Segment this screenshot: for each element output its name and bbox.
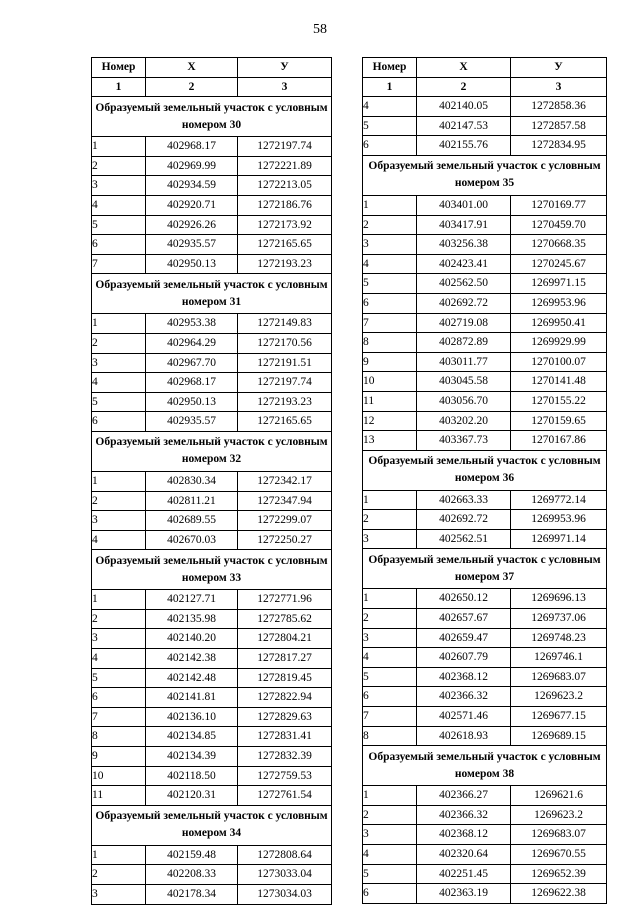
table-row [92,392,332,412]
table-row [363,136,607,156]
land-plot-title: Образуемый земельный участок с условным номером 30 [92,97,332,137]
x-coordinate: 402178.34 [146,885,238,905]
y-coordinate: 1272221.89 [238,156,332,176]
table-row [92,590,332,610]
x-coordinate: 402968.17 [146,373,238,393]
y-coordinate: 1269772.14 [511,490,607,510]
y-coordinate: 1269689.15 [511,726,607,746]
x-coordinate: 402964.29 [146,333,238,353]
y-coordinate: 1270169.77 [511,195,607,215]
point-number: 1 [363,589,417,609]
column-index: 2 [146,77,238,97]
point-number: 3 [363,529,417,549]
table-row [92,511,332,531]
point-number: 5 [363,274,417,294]
y-coordinate: 1272759.53 [238,766,332,786]
table-row [92,137,332,157]
point-number: 1 [363,490,417,510]
point-number: 2 [363,510,417,530]
table-row [363,628,607,648]
point-number: 9 [363,352,417,372]
table-row [92,156,332,176]
point-number: 8 [363,726,417,746]
header-x: X [417,58,511,78]
x-coordinate: 402663.33 [417,490,511,510]
point-number: 6 [363,884,417,904]
section-header-row [92,97,332,137]
y-coordinate: 1272817.27 [238,649,332,669]
table-row [92,491,332,511]
x-coordinate: 402208.33 [146,865,238,885]
y-coordinate: 1272165.65 [238,235,332,255]
y-coordinate: 1272186.76 [238,195,332,215]
x-coordinate: 402423.41 [417,254,511,274]
point-number: 4 [363,648,417,668]
point-number: 3 [363,628,417,648]
point-number: 2 [92,491,146,511]
header-y: У [238,58,332,78]
x-coordinate: 402135.98 [146,609,238,629]
x-coordinate: 402571.46 [417,707,511,727]
point-number: 2 [363,805,417,825]
x-coordinate: 402120.31 [146,786,238,806]
point-number: 7 [363,313,417,333]
y-coordinate: 1269623.2 [511,805,607,825]
x-coordinate: 402251.45 [417,864,511,884]
table-row [363,609,607,629]
y-coordinate: 1272347.94 [238,491,332,511]
table-row [363,648,607,668]
table-row [92,333,332,353]
x-coordinate: 402950.13 [146,254,238,274]
x-coordinate: 402934.59 [146,176,238,196]
point-number: 7 [92,254,146,274]
table-row [92,766,332,786]
x-coordinate: 403011.77 [417,352,511,372]
table-row [92,195,332,215]
x-coordinate: 402366.32 [417,805,511,825]
table-row [92,649,332,669]
page-number: 58 [313,22,327,37]
table-row [363,589,607,609]
y-coordinate: 1269677.15 [511,707,607,727]
point-number: 2 [92,609,146,629]
point-number: 4 [363,254,417,274]
y-coordinate: 1272342.17 [238,471,332,491]
y-coordinate: 1272857.58 [511,116,607,136]
table-row [363,333,607,353]
point-number: 4 [92,195,146,215]
header-number: Номер [92,58,146,78]
y-coordinate: 1272808.64 [238,845,332,865]
y-coordinate: 1269696.13 [511,589,607,609]
column-index: 3 [511,77,607,97]
x-coordinate: 402142.38 [146,649,238,669]
x-coordinate: 402967.70 [146,353,238,373]
x-coordinate: 402366.27 [417,786,511,806]
table-row [92,629,332,649]
column-index-row [363,77,607,97]
y-coordinate: 1270141.48 [511,372,607,392]
x-coordinate: 402141.81 [146,688,238,708]
x-coordinate: 403417.91 [417,215,511,235]
land-plot-title: Образуемый земельный участок с условным номером 31 [92,274,332,314]
y-coordinate: 1269953.96 [511,293,607,313]
y-coordinate: 1272832.39 [238,747,332,767]
point-number: 4 [92,649,146,669]
table-row [363,352,607,372]
x-coordinate: 402134.39 [146,747,238,767]
point-number: 3 [92,176,146,196]
x-coordinate: 402920.71 [146,195,238,215]
x-coordinate: 402830.34 [146,471,238,491]
y-coordinate: 1272250.27 [238,530,332,550]
table-row [363,884,607,904]
x-coordinate: 402657.67 [417,609,511,629]
point-number: 6 [363,136,417,156]
y-coordinate: 1272299.07 [238,511,332,531]
y-coordinate: 1272785.62 [238,609,332,629]
point-number: 5 [363,864,417,884]
x-coordinate: 402363.19 [417,884,511,904]
point-number: 10 [92,766,146,786]
x-coordinate: 402127.71 [146,590,238,610]
y-coordinate: 1272193.23 [238,392,332,412]
land-plot-title: Образуемый земельный участок с условным номером 37 [363,549,607,589]
section-header-row [363,450,607,490]
y-coordinate: 1272858.36 [511,97,607,117]
point-number: 11 [92,786,146,806]
y-coordinate: 1272193.23 [238,254,332,274]
x-coordinate: 402140.20 [146,629,238,649]
y-coordinate: 1272213.05 [238,176,332,196]
x-coordinate: 403202.20 [417,411,511,431]
y-coordinate: 1269746.1 [511,648,607,668]
table-row [92,530,332,550]
point-number: 4 [363,97,417,117]
x-coordinate: 403256.38 [417,235,511,255]
point-number: 4 [92,530,146,550]
x-coordinate: 402368.12 [417,825,511,845]
point-number: 1 [92,137,146,157]
y-coordinate: 1270167.86 [511,431,607,451]
y-coordinate: 1272771.96 [238,590,332,610]
point-number: 2 [363,215,417,235]
x-coordinate: 403045.58 [417,372,511,392]
x-coordinate: 402968.17 [146,137,238,157]
x-coordinate: 402320.64 [417,845,511,865]
y-coordinate: 1269748.23 [511,628,607,648]
point-number: 2 [92,156,146,176]
x-coordinate: 402118.50 [146,766,238,786]
column-index: 1 [92,77,146,97]
land-plot-title: Образуемый земельный участок с условным номером 32 [92,431,332,471]
table-row [92,845,332,865]
y-coordinate: 1270245.67 [511,254,607,274]
x-coordinate: 402607.79 [417,648,511,668]
table-row [92,176,332,196]
table-row [363,786,607,806]
y-coordinate: 1269683.07 [511,667,607,687]
table-row [363,97,607,117]
y-coordinate: 1272834.95 [511,136,607,156]
table-row [92,865,332,885]
x-coordinate: 402969.99 [146,156,238,176]
point-number: 8 [92,727,146,747]
header-x: X [146,58,238,78]
y-coordinate: 1273033.04 [238,865,332,885]
x-coordinate: 402689.55 [146,511,238,531]
point-number: 3 [92,629,146,649]
land-plot-title: Образуемый земельный участок с условным номером 38 [363,746,607,786]
x-coordinate: 402155.76 [417,136,511,156]
point-number: 10 [363,372,417,392]
point-number: 1 [92,314,146,334]
land-plot-title: Образуемый земельный участок с условным номером 34 [92,805,332,845]
y-coordinate: 1269683.07 [511,825,607,845]
x-coordinate: 403401.00 [417,195,511,215]
y-coordinate: 1272191.51 [238,353,332,373]
column-index: 3 [238,77,332,97]
table-row [92,786,332,806]
x-coordinate: 402950.13 [146,392,238,412]
column-index: 2 [417,77,511,97]
section-header-row [92,550,332,590]
y-coordinate: 1272819.45 [238,668,332,688]
table-row [92,747,332,767]
section-header-row [92,274,332,314]
point-number: 6 [92,235,146,255]
table-row [363,825,607,845]
table-row [363,805,607,825]
point-number: 5 [363,116,417,136]
section-header-row [363,746,607,786]
y-coordinate: 1272829.63 [238,707,332,727]
x-coordinate: 402368.12 [417,667,511,687]
table-row [363,510,607,530]
table-row [363,116,607,136]
x-coordinate: 402872.89 [417,333,511,353]
x-coordinate: 402811.21 [146,491,238,511]
column-index-row [92,77,332,97]
y-coordinate: 1273034.03 [238,885,332,905]
table-row [363,215,607,235]
x-coordinate: 402935.57 [146,412,238,432]
point-number: 8 [363,333,417,353]
table-row [92,353,332,373]
x-coordinate: 402926.26 [146,215,238,235]
table-row [363,293,607,313]
table-row [92,727,332,747]
y-coordinate: 1269971.15 [511,274,607,294]
y-coordinate: 1272173.92 [238,215,332,235]
table-row [92,668,332,688]
table-row [363,254,607,274]
x-coordinate: 402140.05 [417,97,511,117]
y-coordinate: 1272804.21 [238,629,332,649]
point-number: 3 [92,353,146,373]
x-coordinate: 402692.72 [417,293,511,313]
y-coordinate: 1270159.65 [511,411,607,431]
table-row [363,687,607,707]
table-row [363,274,607,294]
table-row [363,372,607,392]
point-number: 6 [92,688,146,708]
section-header-row [363,549,607,589]
point-number: 6 [92,412,146,432]
x-coordinate: 402650.12 [417,589,511,609]
y-coordinate: 1269622.38 [511,884,607,904]
y-coordinate: 1270100.07 [511,352,607,372]
y-coordinate: 1269929.99 [511,333,607,353]
point-number: 11 [363,391,417,411]
land-plot-title: Образуемый земельный участок с условным номером 36 [363,450,607,490]
table-row [92,412,332,432]
table-row [363,845,607,865]
header-row [363,58,607,78]
y-coordinate: 1269652.39 [511,864,607,884]
x-coordinate: 402953.38 [146,314,238,334]
table-row [92,688,332,708]
land-plot-title: Образуемый земельный участок с условным номером 33 [92,550,332,590]
y-coordinate: 1272197.74 [238,373,332,393]
header-y: У [511,58,607,78]
x-coordinate: 402142.48 [146,668,238,688]
table-row [363,431,607,451]
table-row [92,885,332,905]
table-row [363,195,607,215]
table-row [92,373,332,393]
table-row [363,411,607,431]
y-coordinate: 1270155.22 [511,391,607,411]
coordinates-table-right [362,57,607,904]
point-number: 1 [92,590,146,610]
y-coordinate: 1269953.96 [511,510,607,530]
table-row [363,490,607,510]
table-row [363,707,607,727]
point-number: 4 [363,845,417,865]
land-plot-title: Образуемый земельный участок с условным номером 35 [363,155,607,195]
table-row [363,726,607,746]
x-coordinate: 402134.85 [146,727,238,747]
table-row [92,235,332,255]
point-number: 6 [363,293,417,313]
point-number: 1 [363,786,417,806]
point-number: 2 [92,333,146,353]
column-index: 1 [363,77,417,97]
point-number: 5 [92,668,146,688]
table-row [363,391,607,411]
y-coordinate: 1269971.14 [511,529,607,549]
x-coordinate: 402136.10 [146,707,238,727]
x-coordinate: 403367.73 [417,431,511,451]
coordinates-table-left [91,57,332,905]
point-number: 12 [363,411,417,431]
table-row [92,609,332,629]
table-row [92,471,332,491]
y-coordinate: 1270668.35 [511,235,607,255]
y-coordinate: 1272761.54 [238,786,332,806]
table-row [363,864,607,884]
point-number: 3 [92,511,146,531]
y-coordinate: 1269737.06 [511,609,607,629]
section-header-row [92,431,332,471]
y-coordinate: 1272149.83 [238,314,332,334]
x-coordinate: 403056.70 [417,391,511,411]
y-coordinate: 1272197.74 [238,137,332,157]
table-row [363,667,607,687]
table-row [363,235,607,255]
x-coordinate: 402618.93 [417,726,511,746]
table-row [92,314,332,334]
y-coordinate: 1269623.2 [511,687,607,707]
point-number: 5 [363,667,417,687]
point-number: 7 [92,707,146,727]
y-coordinate: 1272822.94 [238,688,332,708]
point-number: 5 [92,392,146,412]
point-number: 1 [92,845,146,865]
left-table-body [92,97,332,904]
point-number: 3 [363,235,417,255]
table-row [363,313,607,333]
right-table-body [363,97,607,904]
x-coordinate: 402366.32 [417,687,511,707]
section-header-row [92,805,332,845]
table-row [363,529,607,549]
x-coordinate: 402159.48 [146,845,238,865]
y-coordinate: 1269621.6 [511,786,607,806]
x-coordinate: 402670.03 [146,530,238,550]
point-number: 2 [92,865,146,885]
y-coordinate: 1272831.41 [238,727,332,747]
x-coordinate: 402719.08 [417,313,511,333]
table-row [92,707,332,727]
y-coordinate: 1272170.56 [238,333,332,353]
point-number: 6 [363,687,417,707]
y-coordinate: 1270459.70 [511,215,607,235]
point-number: 4 [92,373,146,393]
x-coordinate: 402659.47 [417,628,511,648]
point-number: 7 [363,707,417,727]
point-number: 3 [92,885,146,905]
point-number: 9 [92,747,146,767]
x-coordinate: 402935.57 [146,235,238,255]
y-coordinate: 1269950.41 [511,313,607,333]
x-coordinate: 402562.50 [417,274,511,294]
header-number: Номер [363,58,417,78]
y-coordinate: 1269670.55 [511,845,607,865]
point-number: 1 [363,195,417,215]
point-number: 1 [92,471,146,491]
x-coordinate: 402147.53 [417,116,511,136]
point-number: 2 [363,609,417,629]
table-row [92,254,332,274]
point-number: 13 [363,431,417,451]
x-coordinate: 402562.51 [417,529,511,549]
point-number: 5 [92,215,146,235]
header-row [92,58,332,78]
point-number: 3 [363,825,417,845]
table-row [92,215,332,235]
section-header-row [363,155,607,195]
y-coordinate: 1272165.65 [238,412,332,432]
x-coordinate: 402692.72 [417,510,511,530]
